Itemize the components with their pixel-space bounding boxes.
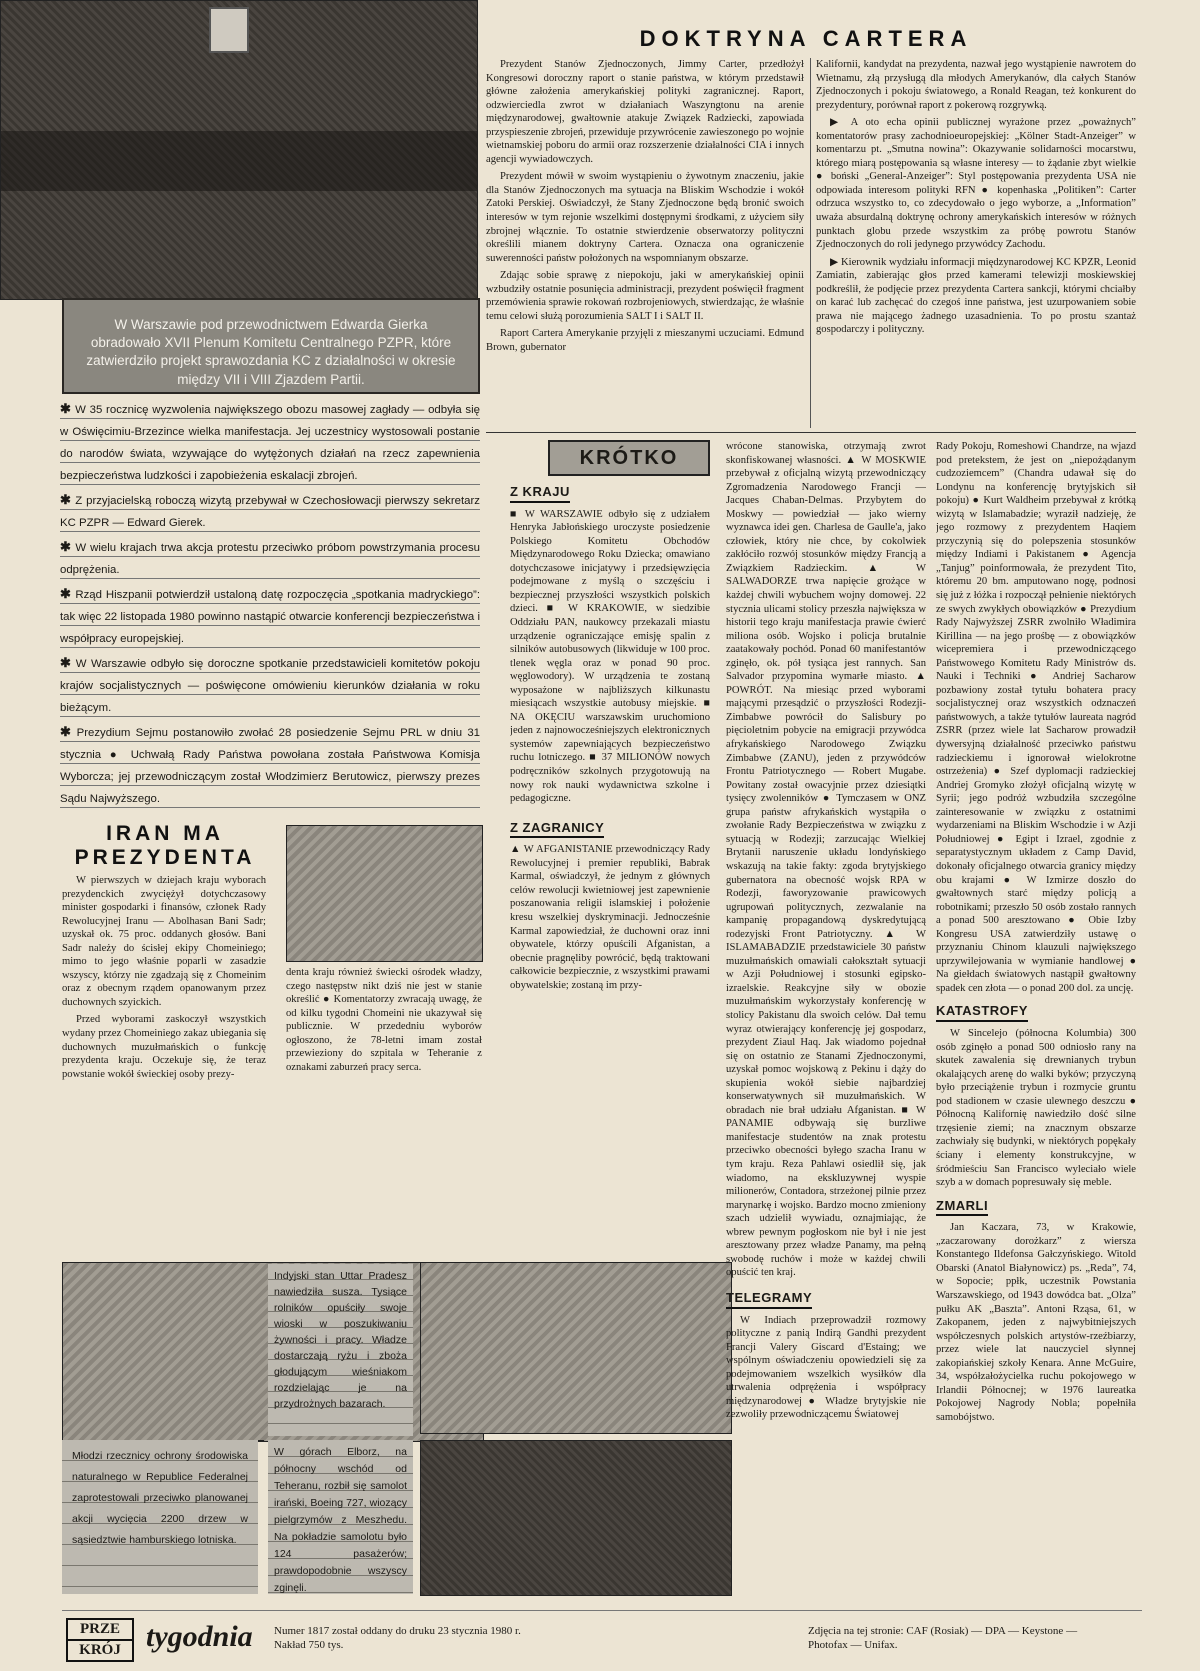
section-z-kraju: Z KRAJU [510, 484, 570, 503]
print-info: Numer 1817 został oddany do druku 23 stycznia 1980 r. Nakład 750 tys. [274, 1625, 521, 1652]
iran-article-col1: W pierwszych w dziejach kraju wyborach prezydenckich zwyciężył dotychczasowy minister gospodarki i finansów, członek Rady Rewolucyjnej Iranu — Abolhasan Bani Sadr; uzyskał ok. 75 proc. oddanych głosów. Bani Sadr należy do ścisłej ekipy Chomeiniego; mimo to jego właśnie poparli w zasadzie wszyscy, którzy nie zgadzają się z Chomeinim oraz z obecnym rządem opanowanym przez duchownych szyickich. Przed wyborami zaskoczył wszystkich wydany przez Chomeiniego zakaz ubiegania się duchownych muzułmańskich o funkcję prezydenta kraju. Oczekuje się, że teraz powstanie wokół świeckiej osoby prezy- [62, 875, 266, 1080]
photo-credits: Zdjęcia na tej stronie: CAF (Rosiak) — DPA — Keystone — Photofax — Unifax. [808, 1625, 1078, 1652]
krotko-header: KRÓTKO [548, 440, 710, 476]
przekroj-logo: PRZE KRÓJ [66, 1618, 134, 1662]
tygodnia-logo: tygodnia [146, 1620, 253, 1653]
short-news-item: ✱ W Warszawie odbyło się doroczne spotkanie przedstawicieli komitetów pokoju krajów socjalistycznych — poświęcone omówieniu kierunków działania w roku bieżącym. [60, 652, 480, 719]
india-caption: Indyjski stan Uttar Pradesz nawiedziła susza. Tysiące rolników opuściły swoje wioski w poszukiwaniu żywności i pracy. Władze dostarczają ryżu i zboża głodującym wieśniakom rozdzielając je na przydrożnych bazarach. [268, 1264, 413, 1436]
iran-article-col2: denta kraju również świecki ośrodek władzy, czego następstw nikt dziś nie jest w stanie określić ● Komentatorzy zwracają uwagę, że od kilku tygodni Chomeini nie ukazywał się publicznie. W przededniu wyborów ogłoszono, że 78-letni imam został przewieziony do szpitala w Teheranie z oznakami zaburzeń pracy serca. [286, 967, 482, 1073]
carter-col1: Prezydent Stanów Zjednoczonych, Jimmy Carter, przedłożył Kongresowi doroczny raport o stanie państwa, w którym przedstawił główne założenia amerykańskiej polityki zagranicznej. Raport, odzwierciedla zwrot w działaniach Waszyngtonu na arenie międzynarodowej, gwałtownie atakuje Związek Radziecki, zapowiada przyspieszenie zbrojeń, przewiduje przywrócenie zawieszonego po wojnie wietnamskiej poboru do armii oraz rozszerzenie działalności CIA i innych agencji wywiadowczych. Prezydent mówił w swoim wystąpieniu o żywotnym znaczeniu, jakie dla Stanów Zjednoczonych ma sytuacja na Bliskim Wschodzie i wokół Zatoki Perskiej. Oświadczył, że Stany Zjednoczone będą bronić swoich interesów w tym rejonie wszelkimi dostępnymi środkami, z użyciem siły zbrojnej włącznie. To ostatnie stwierdzenie obserwatorzy polityczni określili mianem doktryny Cartera. Oznacza ona ograniczenie suwerenności państw położonych na wspomnianym obszarze. Zdając sobie sprawę z niepokoju, jaki w amerykańskiej opinii wzbudziły ostatnie posunięcia administracji, prezydent poświęcił fragment przemówienia sprawie rokowań rozbrojeniowych, stwierdzając, że właśnie temu celowi służą porozumienia SALT I i SALT II. Raport Cartera Amerykanie przyjęli z mieszanymi uczuciami. Edmund Brown, gubernator [486, 59, 804, 353]
plenum-photo [0, 0, 478, 300]
short-news-item: ✱ Prezydium Sejmu postanowiło zwołać 28 posiedzenie Sejmu PRL w dniu 31 stycznia ● Uchwałą Rady Państwa powołana została Państwowa Komisja Wyborcza; jej przewodniczącym został Włodzimierz Berutowicz, pierwszy prezes Sądu Najwyższego. [60, 721, 480, 810]
krotko-col2: wrócone stanowiska, otrzymają zwrot skonfiskowanej własności. ▲ W MOSKWIE przebywał z oficjalną wizytą przewodniczący Zgromadzenia Narodowego Francji — Jacques Chaban-Delmas. Przybytem do Moskwy — powiedział — jako wierny wyznawca idei gen. Charlesa de Gaulle'a, jako człowiek, który nie chce, by cokolwiek zakłóciło rozwój stosunków między Francją a Związkiem Radzieckim. ▲ W SALWADORZE trwa napięcie grożące w każdej chwili wybuchem wojny domowej. 22 stycznia ulicami stolicy przeszła największa w historii tego kraju manifestacja prawie ćwierć miliona osób. Wojsko i policja brutalnie zaatakowały pochód. Ponad 60 manifestantów zginęło, ok. pół tysiąca jest rannych. San Salvador przypomina wymarłe miasto. ▲ POWRÓT. Na miesiąc przed wyborami mającymi przesądzić o przyszłości Rodezji-Zimbabwe powrócił do Salisbury po pięcioletnim pobycie na emigracji przywódca afrykańskiego Narodowego Związku Zimbabwe (ZANU), jeden z przywódców Frontu Patriotycznego — Robert Mugabe. Powitany został owacyjnie przez dziesiątki tysięcy zwolenników ● Tymczasem w ONZ grupa państw afrykańskich wystąpiła o zwołanie Rady Bezpieczeństwa w związku z sytuacją w Rodezji; zarzucając Wielkiej Brytanii naruszenie układu londyńskiego wskazują na takie fakty: zgoda brytyjskiego gubernatora na obecność wojsk RPA w Rodezji, faworyzowanie prawicowych ugrupowań politycznych, zezwalanie na kampanię propagandową dyskredytującą rodezyjski Front Patriotyczny. ▲ W ISLAMABADZIE przedstawiciele 30 państw muzułmańskich omawiali całokształt sytuacji w Azji Południowej i stosunki egipsko-izraelskie. Reakcyjne siły w obozie muzułmańskim wykorzystały konferencję w stolicy Pakistanu dla swoich celów. Dał temu wyraz otwierający konferencję jej gospodarz, prezydent Ziaul Haq. Jak wiadomo pojednał się on ostatnio ze Stanami Zjednoczonymi, uzyskał pomoc wojskową z Pekinu i dąży do skupienia wokół siebie najbardziej konserwatywnych sił muzułmańskich. W obradach nie brał udziału Afganistan. ■ W PANAMIE odbywają się burzliwe manifestacje studentów na znak protestu przeciwko obecności byłego szacha Iranu w tym kraju. Reza Pahlawi osiedlił się, jak wiadomo, na ekskluzywnej wyspie milionerów, Contadora, strzeżonej pilnie przez marynarkę i wojsko. Bardzo mocno zmieniony szach udzielił wywiadu, oznajmiając, że wbrew pewnym pogłoskom nie był i nie jest aresztowany przez władze Panamy, ma pełną swobodę ruchów i może w każdej chwili opuścić ten kraj. TELEGRAMY W Indiach przeprowadził rozmowy polityczne z panią Indirą Gandhi prezydent Francji Valery Giscard d'Estaing; we wspólnym oświadczeniu opowiedzieli się za podejmowaniem wszelkich wysiłków dla utrwalenia odprężenia i współpracy międzynarodowej ● Władze brytyjskie nie zezwoliły przewodniczącemu Światowej [726, 441, 926, 1421]
section-zmarli: ZMARLI [936, 1198, 988, 1217]
short-news-item: ✱ Z przyjacielską roboczą wizytą przebywał w Czechosłowacji pierwszy sekretarz KC PZPR — Edward Gierek. [60, 489, 480, 534]
germany-caption: Młodzi rzecznicy ochrony środowiska naturalnego w Republice Federalnej zaprotestowali przeciwko planowanej akcji wycięcia 2200 drzew w sąsiedztwie hamburskiego lotniska. [62, 1440, 258, 1594]
column-divider [810, 58, 811, 428]
short-news-item: ✱ Rząd Hiszpanii potwierdził ustaloną datę rozpoczęcia „spotkania madryckiego”: tak więc 22 listopada 1980 powinno nastąpić otwarcie konferencji bezpieczeństwa i współpracy europejskiej. [60, 583, 480, 650]
conference-table [1, 131, 477, 191]
iran-women-photo [286, 825, 483, 962]
plenum-caption: W Warszawie pod przewodnictwem Edwarda Gierka obradowało XVII Plenum Komitetu Centralnego PZPR, które zatwierdziło projekt sprawozdania KC z działalności w okresie między VII i VIII Zjazdem Partii. [64, 300, 478, 392]
footer-rule [62, 1610, 1142, 1611]
short-news-item: ✱ W wielu krajach trwa akcja protestu przeciwko próbom powstrzymania procesu odprężenia. [60, 536, 480, 581]
plane-crash-caption: W górach Elborz, na północny wschód od Teheranu, rozbił się samolot irański, Boeing 727, wiozący pielgrzymów z Meszhedu. Na pokładzie samolotu było 124 pasażerów; prawdopodobnie wszyscy zginęli. [268, 1440, 413, 1594]
section-telegramy: TELEGRAMY [726, 1290, 812, 1309]
plenum-caption-box [62, 298, 480, 394]
carter-col2: Kalifornii, kandydat na prezydenta, nazwał jego wystąpienie nawrotem do Wietnamu, złą przysługą dla młodych Amerykanów, dla całych Stanów Zjednoczonych i pokoju światowego, a Ronald Reagan, też konkurent do prezydentury, porównał raport z pokerową rozgrywką. ▶ A oto echa opinii publicznej wyrażone przez „poważnych” komentatorów prasy zachodnioeuropejskiej: „Kölner Stadt-Anzeiger” w komentarzu pt. „Smutna nowina”: Okazywanie solidarności mocarstwu, którego miarą postępowania są własne interesy — to żądanie zbyt wielkie ● boński „General-Anzeiger”: Styl postępowania prezydenta USA nie odpowiada interesom polityki RFN ● kopenhaska „Politiken”: Carter odrzuca wszystko to, co zdecydowało o jego wyborze, a „Information” uważa absurdalną doktrynę ochrony amerykańskich interesów w różnych punktach globu przede wszystkim za próbę powrotu Stanów Zjednoczonych do roli jedynego przywódcy Zachodu. ▶ Kierownik wydziału informacji międzynarodowej KC KPZR, Leonid Zamiatin, zabierając głos przed kamerami telewizji moskiewskiej podkreślił, że podjęcie przez prezydenta Cartera sankcji, którymi chciałby on karać lub zachęcać do czegoś inne państwa, jest uzurpowaniem sobie prawa nie mającego żadnego uzasadnienia. To po prostu szantaż gospodarczy i polityczny. [816, 59, 1136, 336]
carter-title: DOKTRYNA CARTERA [639, 26, 973, 51]
iran-title: IRAN MA PREZYDENTA [74, 822, 256, 869]
section-katastrofy: KATASTROFY [936, 1003, 1028, 1022]
krotko-col3: Rady Pokoju, Romeshowi Chandrze, na wjazd pod pretekstem, że jest on „niepożądanym cudzoziemcem” (Chandra udawał się do Londynu na konferencję brytyjskich sił pokoju) ● Kurt Waldheim przebywał z krótką wizytą w Islamabadzie; wyraził nadzieję, że jego rozmowy z prezydentem Haqiem przyczynią się do polepszenia stosunków między Indiami i Pakistanem ● Agencja „Tanjug” poinformowała, że prezydent Tito, któremu 20 bm. amputowano nogę, podnosi się już z łóżka i rozpoczął pełnienie niektórych ze swych zwykłych obowiązków ● Prezydium Rady Najwyższej ZSRR zwolniło Władimira Kirillina — na jego prośbę — z obowiązków wicepremiera i przewodniczącego Państwowego Komitetu Rady Ministrów ds. Nauki i Techniki ● Andriej Sacharow pozbawiony został tytułu bohatera pracy socjalistycznej oraz wszystkich odznaczeń państwowych, a także tytułów laureata nagród ZSRR (przez wiele lat Sacharow prowadził dywersyjną działalność przeciwko państwu radzieckiemu i ignorował wielokrotne ostrzeżenia) ● Szef dyplomacji radzieckiej Andriej Gromyko złożył oficjalną wizytę w Syrii; jego podróż wzbudziła szczególne zainteresowanie w związku z ostatnimi wydarzeniami na Bliskim Wschodzie i w Azji Południowej ● Egipt i Izrael, zgodnie z separatystycznym układem z Camp David, dokonały oficjalnego otwarcia granicy między obu krajami ● W Izmirze doszło do gwałtownych starć między policją a robotnikami; przeszło 50 osób zostało rannych a ponad 500 aresztowano ● Obie Izby Kongresu USA zatwierdziły ustawę o przyznaniu Chinom klauzuli największego uprzywilejowania w wymianie handlowej ● Na giełdach światowych nastąpił gwałtowny spadek cen złota — o ponad 200 dol. za uncję. KATASTROFY W Sincelejo (północna Kolumbia) 300 osób zginęło a ponad 500 odniosło rany na skutek zawalenia się drewnianych trybun okalających arenę do walki byków; przyczyną było przeciążenie trybun i rozmycie gruntu pod stadionem w czasie ulewnego deszczu ● Północną Kalifornię nawiedziło dość silne trzęsienie ziemi; na znacznym obszarze zachwiały się budynki, w niektórych popękały ściany i elementy konstrukcyjne, w śródmieściu San Francisco wyleciało wiele szyb a w domach popresuwały się meble. ZMARLI Jan Kaczara, 73, w Krakowie, „zaczarowany dorożkarz” z wiersza Konstantego Ildefonsa Gałczyńskiego. Witold Obarski (Anatol Białynowicz) ps. „Reda”, 74, w Sopocie; ppłk, uczestnik Powstania Warszawskiego, od 1943 dowódca bat. „Olza” pułku AK „Baszta”. Antoni Rząsa, 61, w Zakopanem, jeden z najwybitniejszych współczesnych polskich artystów-rzeźbiarzy, przez wiele lat nauczyciel słynnej zakopiańskiej szkoły Kenara. Anne McGuire, 34, współzałożycielka ruchu pokojowego w Irlandii Północnej; w 1976 laureatka Pokojowej Nagrody Nobla; popełniła samobójstwo. [936, 441, 1136, 1423]
short-news-item: ✱ W 35 rocznicę wyzwolenia największego obozu masowej zagłady — odbyła się w Oświęcimiu-Brzezince wielka manifestacja. Jej uczestnicy wystosowali postanie do narodów świata, wzywające do wytężonych działań na rzecz zapewnienia bezpieczeństwa ludzkości i zapobieżenia eskalacji zbrojeń. [60, 398, 480, 487]
section-z-zagranicy: Z ZAGRANICY [510, 820, 604, 839]
carter-bottom-rule [486, 432, 1136, 433]
krotko-col1: Z KRAJU ■ W WARSZAWIE odbyło się z udziałem Henryka Jabłońskiego uroczyste posiedzenie Polskiego Komitetu Obchodów Międzynarodowego Roku Dziecka; omawiano dotychczasowe inicjatywy i przedsięwzięcia podejmowane z myślą o szczęściu i bezpiecznej przyszłości wszystkich polskich dzieci. ■ W KRAKOWIE, w siedzibie Oddziału PAN, naukowcy przekazali miastu urządzenie ograniczające emisję spalin z silników autobusowych (likwiduje w 100 proc. tlenek węgla oraz w ponad 90 proc. węglowodory). W urządzenia te zostaną wyposażone w najbliższych kilkunastu miesiącach wszystkie autobusy miejskie. ■ NA OKĘCIU warszawskim uruchomiono jeden z najnowocześniejszych elektronicznych systemów zapewniających bezpieczeństwo ruchu lotniczego. ■ 37 MILIONÓW nowych podręczników szkolnych przygotowują na nowy rok nauki wydawnictwa szkolne i pedagogiczne. Z ZAGRANICY ▲ W AFGANISTANIE przewodniczący Rady Rewolucyjnej i premier republiki, Babrak Karmal, oświadczył, że jednym z głównych celów rewolucji kwietniowej jest zapewnienie poszanowania religii islamskiej i położenie kresu wszelkiej dyskryminacji. Jednocześnie Karmal zapowiedział, że duchowni oraz inni obywatele, którzy opuścili Afganistan, a obecnie pragnęliby powrócić, będą traktowani całkowicie bezpiecznie, z wszystkimi prawami obywatelskie; zostaną im przy- [510, 484, 710, 991]
portrait-frame [209, 7, 249, 53]
short-news-list [60, 398, 480, 812]
